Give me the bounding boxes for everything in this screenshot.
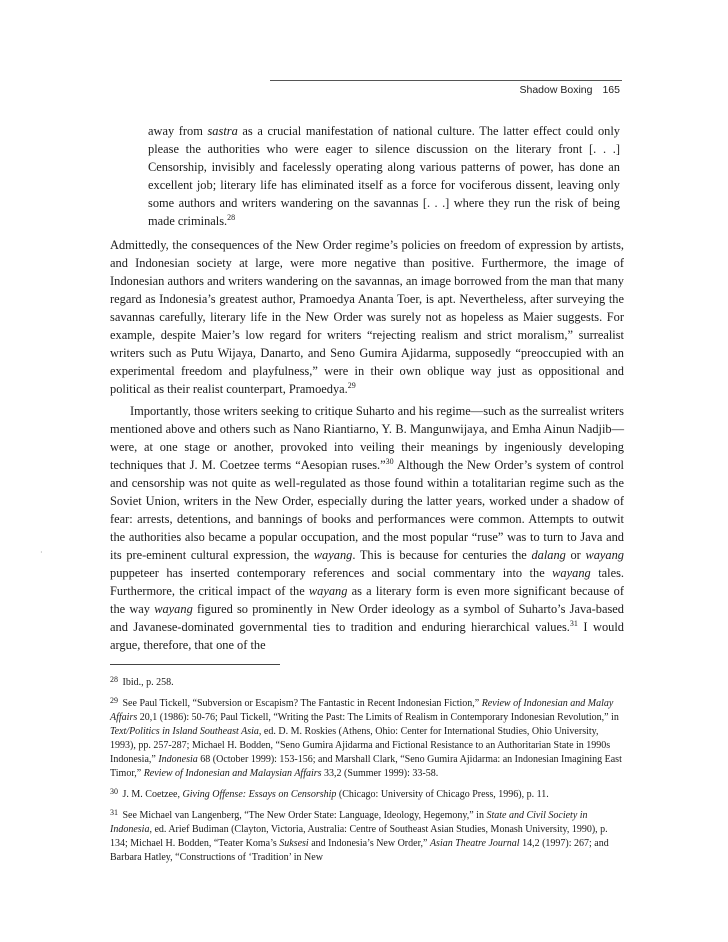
block-quote xyxy=(110,122,624,230)
text-run: 20,1 (1986): 50-76; Paul Tickell, “Writing the Past: The Limits of Realism in Contemporary Indonesian Revolution,” in xyxy=(137,712,619,723)
text-run: away from xyxy=(148,124,208,138)
text-run: tales. Furthermore, the critical impact of the xyxy=(110,566,624,598)
italic-text: wayang xyxy=(313,548,353,562)
text-run: as a literary form is even more significant because of the way xyxy=(110,584,625,616)
italic-text: Asian Theatre Journal xyxy=(429,838,520,849)
text-run: See Michael van Langenberg, “The New Order State: Language, Ideology, Hegemony,” in xyxy=(122,810,487,821)
italic-text: Giving Offense: Essays on Censorship xyxy=(182,789,337,800)
running-head xyxy=(270,84,620,96)
text-run: I would argue, therefore, that one of the xyxy=(110,620,624,652)
footnote-rule xyxy=(110,664,280,665)
italic-text: sastra xyxy=(207,124,238,138)
italic-text: wayang xyxy=(585,548,624,562)
text-run: Ibid., p. 258. xyxy=(122,677,174,688)
text-run: Admittedly, the consequences of the New Order regime’s policies on freedom of expression by artists, and Indonesian society at large, were more negative than positive. Furthermore, the image of Indonesian authors and writers wandering on the savannas, an image borrowed from the man that many regard as Indonesia’s greatest author, Pramoedya Ananta Toer, is apt. Nevertheless, after surveying the savannas carefully, literary life in the New Order was surely not as hopeless as Maier suggests. For example, despite Maier’s low regard for writers “rejecting realism and strict moralism,” surrealist writers such as Putu Wijaya, Danarto, and Seno Gumira Ajidarma, supposedly “preoccupied with an experimental freedom and playfulness,” were in their own oblique way just as oppositional and political as their realist counterpart, Pramoedya. xyxy=(110,238,624,396)
text-run: and Indonesia’s New Order,” xyxy=(308,838,430,849)
note-ref: 29 xyxy=(347,381,356,390)
italic-text: wayang xyxy=(308,584,348,598)
text-run: , ed. D. M. Roskies (Athens, Ohio: Center for International Studies, Ohio University, 1993), pp. 257-287; Michael H. Bodden, “Seno Gumira Ajidarma and Fictional Resistance to an Authoritarian State in 1990s Indonesia,” xyxy=(110,726,611,765)
text-run: Although the New Order’s system of control and censorship was not quite as well-regulated as those found within a totalitarian regime such as the Soviet Union, writers in the New Order, especially during the latter years, worked under a shadow of fear: arrests, detentions, and bannings of books and performances were common. Attempts to outwit the authorities also became a popular occupation, and the most popular “ruse” was to turn to Java and its pre-eminent cultural expression, the xyxy=(110,458,624,562)
text-run: , ed. Arief Budiman (Clayton, Victoria, Australia: Centre of Southeast Asian Studies, Monash University, 1990), p. 134; Michael H. Bodden, “Teater Koma’s xyxy=(110,824,608,849)
text-run: puppeteer has inserted contemporary references and social commentary into the xyxy=(110,566,553,580)
italic-text: dalang xyxy=(531,548,566,562)
note-ref: 28 xyxy=(227,213,236,222)
footnote-number: 28 xyxy=(110,675,118,684)
footnote xyxy=(110,673,624,690)
text-run: 33,2 (Summer 1999): 33-58. xyxy=(321,768,439,779)
text-run: (Chicago: University of Chicago Press, 1996), p. 11. xyxy=(336,789,549,800)
footnote xyxy=(110,694,624,781)
footnote xyxy=(110,785,624,802)
text-run: 68 (October 1999): 153-156; and Marshall Clark, “Seno Gumira Ajidarma: an Indonesian Imagining East Timor,” xyxy=(110,754,622,779)
paragraph xyxy=(110,402,624,654)
italic-text: Review of Indonesian and Malaysian Affairs xyxy=(143,768,322,779)
page-number: 165 xyxy=(602,84,620,96)
text-run: or xyxy=(565,548,586,562)
note-ref: 30 xyxy=(385,457,394,466)
italic-text: Suksesi xyxy=(279,838,309,849)
italic-text: Text/Politics in Island Southeast Asia xyxy=(110,726,259,737)
footnote-number: 31 xyxy=(110,808,118,817)
running-title: Shadow Boxing xyxy=(519,84,593,96)
text-run: 14,2 (1997): 267; and Barbara Hatley, “Constructions of ‘Tradition’ in New xyxy=(110,838,609,863)
text-run: J. M. Coetzee, xyxy=(122,789,183,800)
main-text xyxy=(110,122,624,869)
text-run: . This is because for centuries the xyxy=(352,548,532,562)
note-ref: 31 xyxy=(569,619,578,628)
footnote-number: 29 xyxy=(110,696,118,705)
margin-mark: · xyxy=(40,548,43,557)
italic-text: State and Civil Society in Indonesia xyxy=(110,810,588,835)
text-run: See Paul Tickell, “Subversion or Escapism? The Fantastic in Recent Indonesian Fiction,” xyxy=(122,698,482,709)
text-run: as a crucial manifestation of national culture. The latter effect could only please the authorities who were eager to silence discussion on the literary front [. . .] Censorship, invisibly and facelessly operating along various patterns of power, has done an excellent job; literary life has eliminated itself as a force for vociferous dissent, leaving only some authors and writers wandering on the savannas [. . .] where they run the risk of being made criminals. xyxy=(148,124,620,228)
paragraph xyxy=(110,236,624,398)
italic-text: Indonesia xyxy=(158,754,198,765)
body-paragraphs xyxy=(110,236,624,654)
italic-text: wayang xyxy=(552,566,591,580)
text-run: Importantly, those writers seeking to critique Suharto and his regime—such as the surrealist writers mentioned above and others such as Nano Riantiarno, Y. B. Mangunwijaya, and Emha Ainun Nadjib—were, at one stage or another, provoked into veiling their meanings by ingeniously developing techniques that J. M. Coetzee terms “Aesopian ruses.” xyxy=(110,404,624,472)
footnotes xyxy=(110,673,624,865)
footnote xyxy=(110,806,624,865)
footnote-number: 30 xyxy=(110,787,118,796)
italic-text: wayang xyxy=(154,602,193,616)
header-rule xyxy=(270,80,622,81)
italic-text: Review of Indonesian and Malay Affairs xyxy=(110,698,614,723)
text-run: figured so prominently in New Order ideology as a symbol of Suharto’s Java-based and Javanese-dominated governmental ties to tradition and enduring hierarchical values. xyxy=(110,602,624,634)
